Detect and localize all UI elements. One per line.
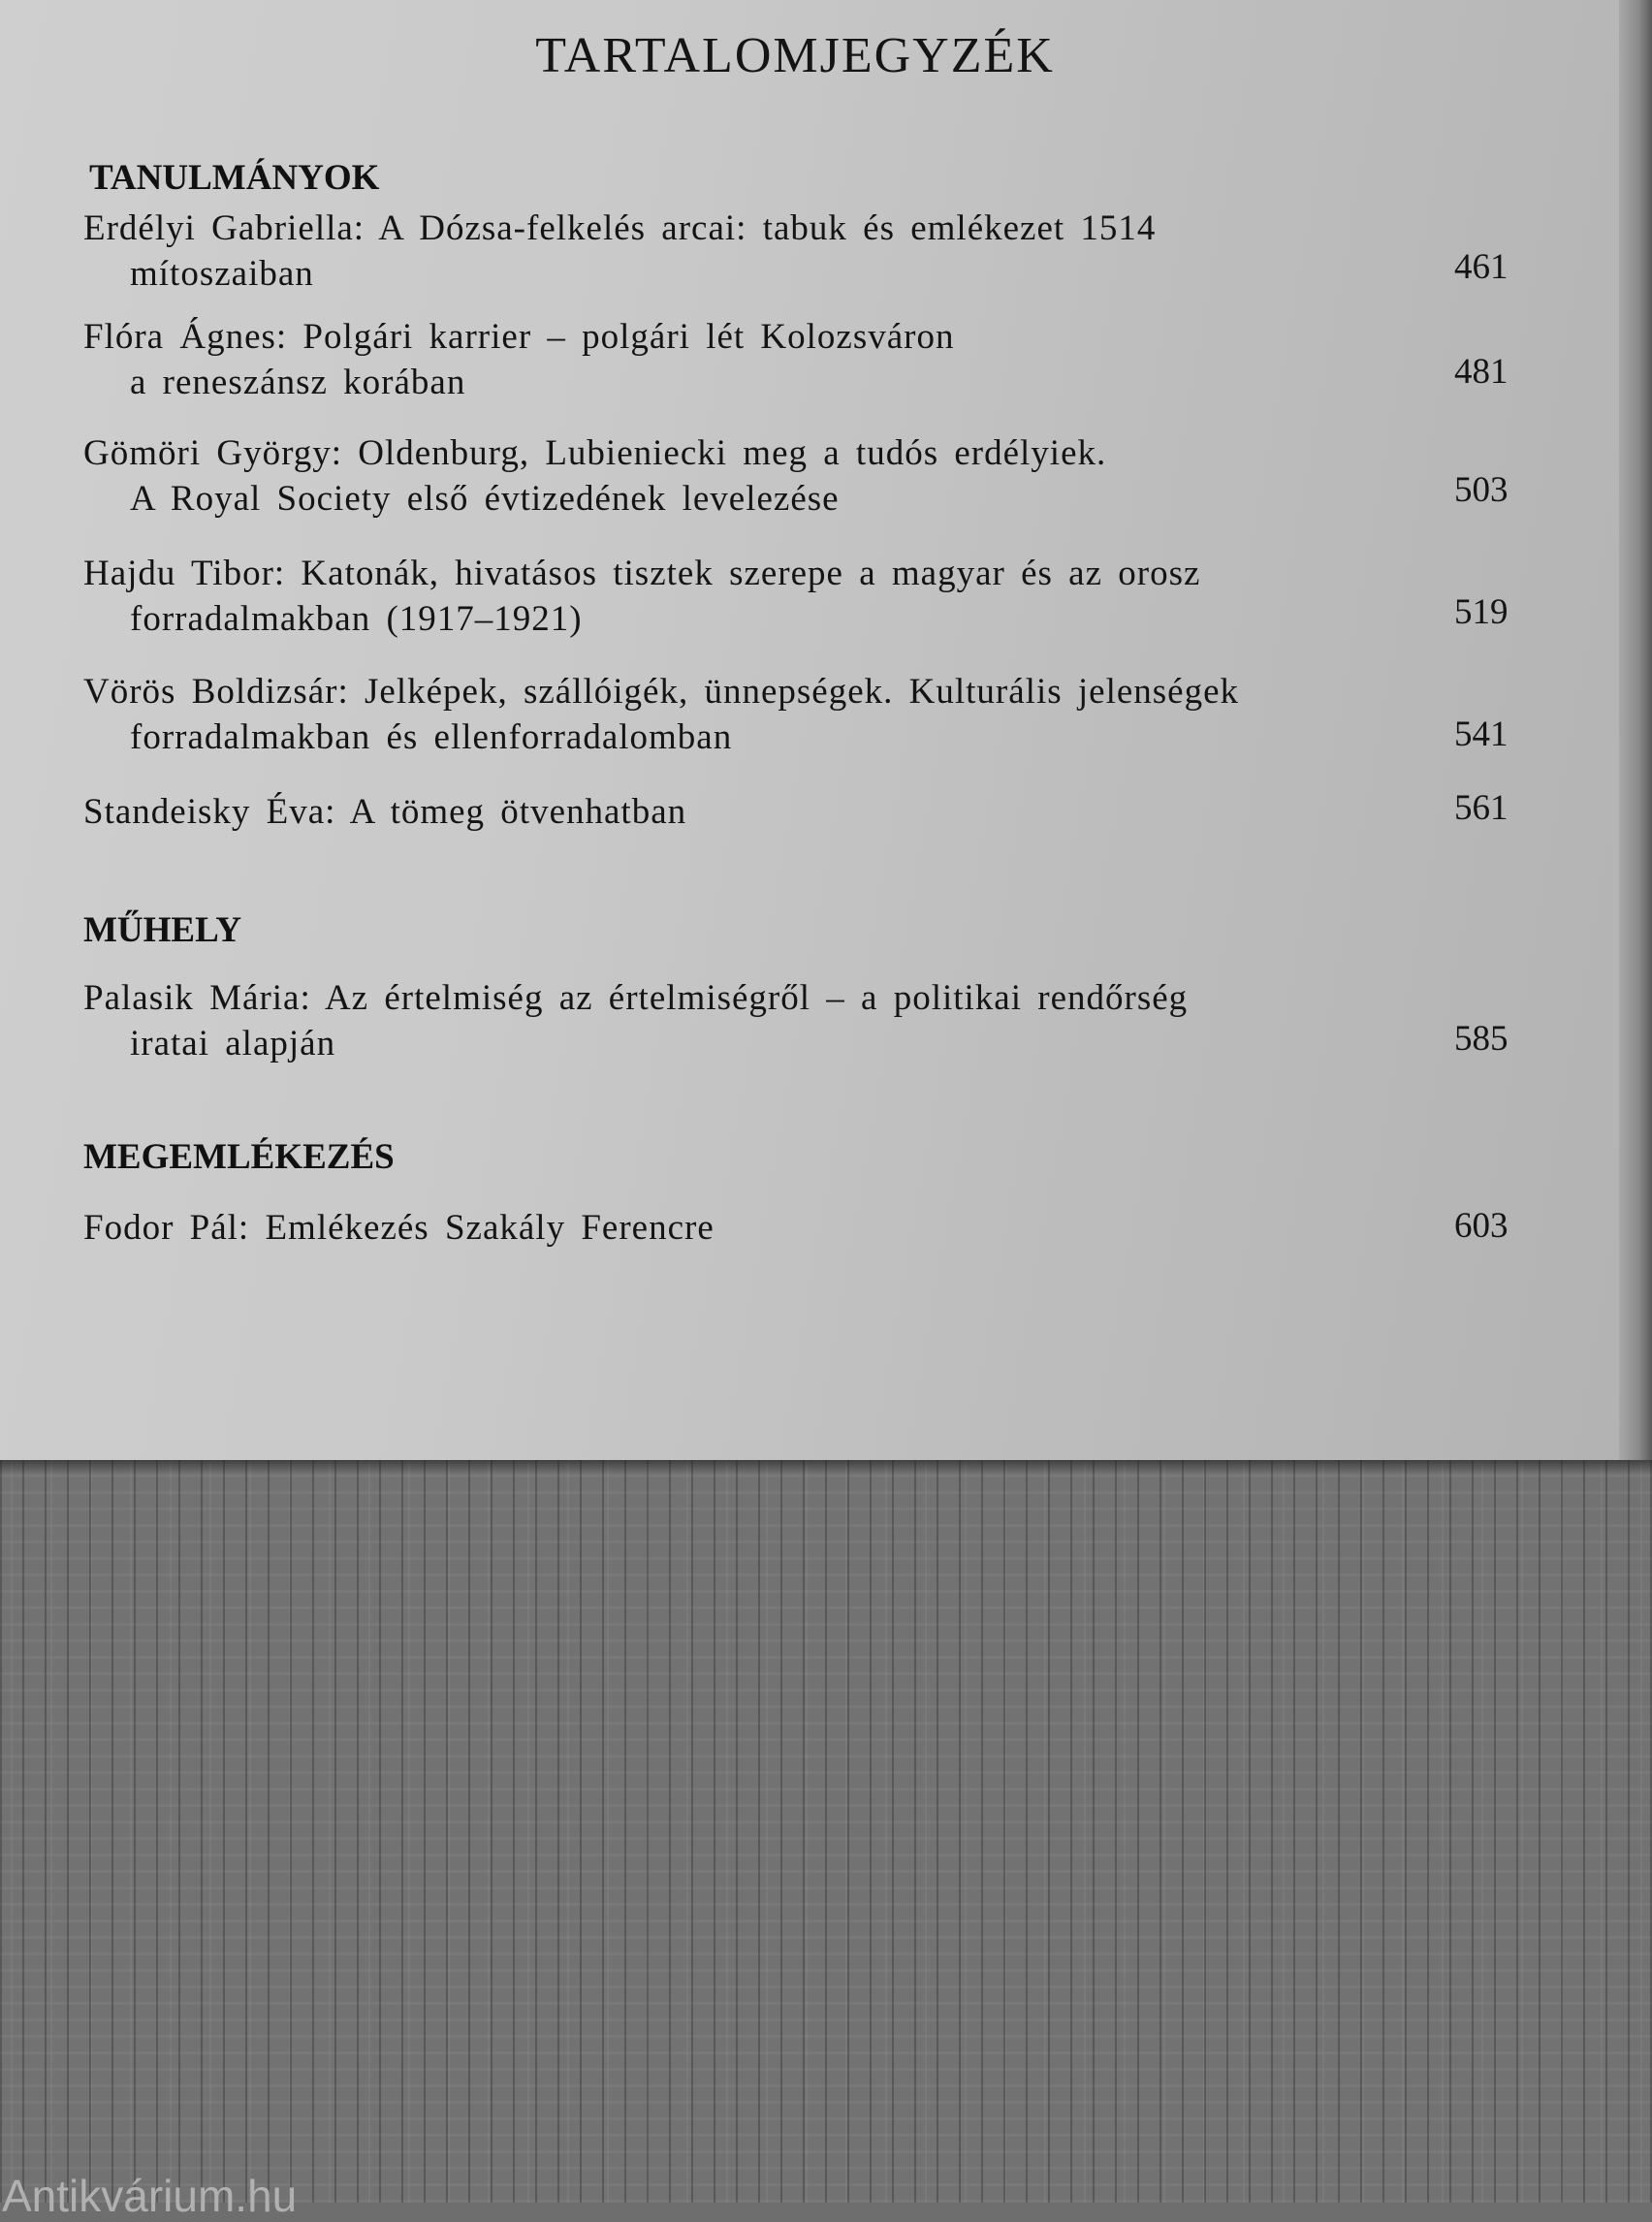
- entry-title-line: forradalmakban (1917–1921): [130, 599, 583, 639]
- page-title: TARTALOMJEGYZÉK: [535, 28, 1055, 83]
- toc-entry: [83, 206, 1538, 297]
- toc-entry: [83, 430, 1538, 522]
- entry-title-line: Flóra Ágnes: Polgári karrier – polgári lét Kolozsváron: [83, 317, 955, 357]
- entry-title-line: Fodor Pál: Emlékezés Szakály Ferencre: [83, 1208, 715, 1248]
- entry-page-number: 481: [1454, 352, 1509, 392]
- section-heading-tanulmanyok: TANULMÁNYOK: [89, 158, 380, 198]
- entry-title-line: Vörös Boldizsár: Jelképek, szállóigék, ünnepségek. Kulturális jelenségek: [83, 672, 1240, 712]
- entry-title-line: forradalmakban és ellenforradalomban: [130, 717, 733, 757]
- page-shadow: [0, 1460, 1652, 1474]
- watermark-text: Antikvárium.hu: [2, 2171, 298, 2221]
- entry-page-number: 519: [1454, 592, 1509, 632]
- entry-title-line: Palasik Mária: Az értelmiség az értelmiségről – a politikai rendőrség: [83, 978, 1189, 1018]
- toc-entry: [83, 551, 1538, 642]
- entry-title-line: Hajdu Tibor: Katonák, hivatásos tisztek szerepe a magyar és az orosz: [83, 554, 1201, 593]
- toc-entry: [83, 1205, 1538, 1251]
- entry-page-number: 585: [1454, 1019, 1509, 1059]
- entry-title-line: iratai alapján: [130, 1024, 336, 1063]
- section-heading-muhely: MŰHELY: [83, 910, 242, 950]
- entry-page-number: 541: [1454, 714, 1509, 754]
- book-cover-background: [0, 1460, 1652, 2203]
- toc-entry: [83, 789, 1538, 835]
- toc-entry: [83, 975, 1538, 1066]
- entry-page-number: 503: [1454, 470, 1509, 510]
- page-edge: [1619, 0, 1652, 1460]
- entry-title-line: Gömöri György: Oldenburg, Lubieniecki meg a tudós erdélyiek.: [83, 433, 1107, 473]
- entry-page-number: 461: [1454, 247, 1509, 287]
- entry-page-number: 561: [1454, 788, 1509, 828]
- toc-entry: [83, 314, 1538, 405]
- entry-page-number: 603: [1454, 1206, 1509, 1246]
- toc-entry: [83, 669, 1538, 760]
- entry-title-line: Erdélyi Gabriella: A Dózsa-felkelés arcai: tabuk és emlékezet 1514: [83, 208, 1157, 248]
- section-heading-megemlekezes: MEGEMLÉKEZÉS: [83, 1137, 395, 1177]
- entry-title-line: mítoszaiban: [130, 254, 314, 294]
- entry-title-line: a reneszánsz korában: [130, 363, 466, 402]
- entry-title-line: A Royal Society első évtizedének levelezése: [130, 479, 840, 519]
- entry-title-line: Standeisky Éva: A tömeg ötvenhatban: [83, 792, 687, 832]
